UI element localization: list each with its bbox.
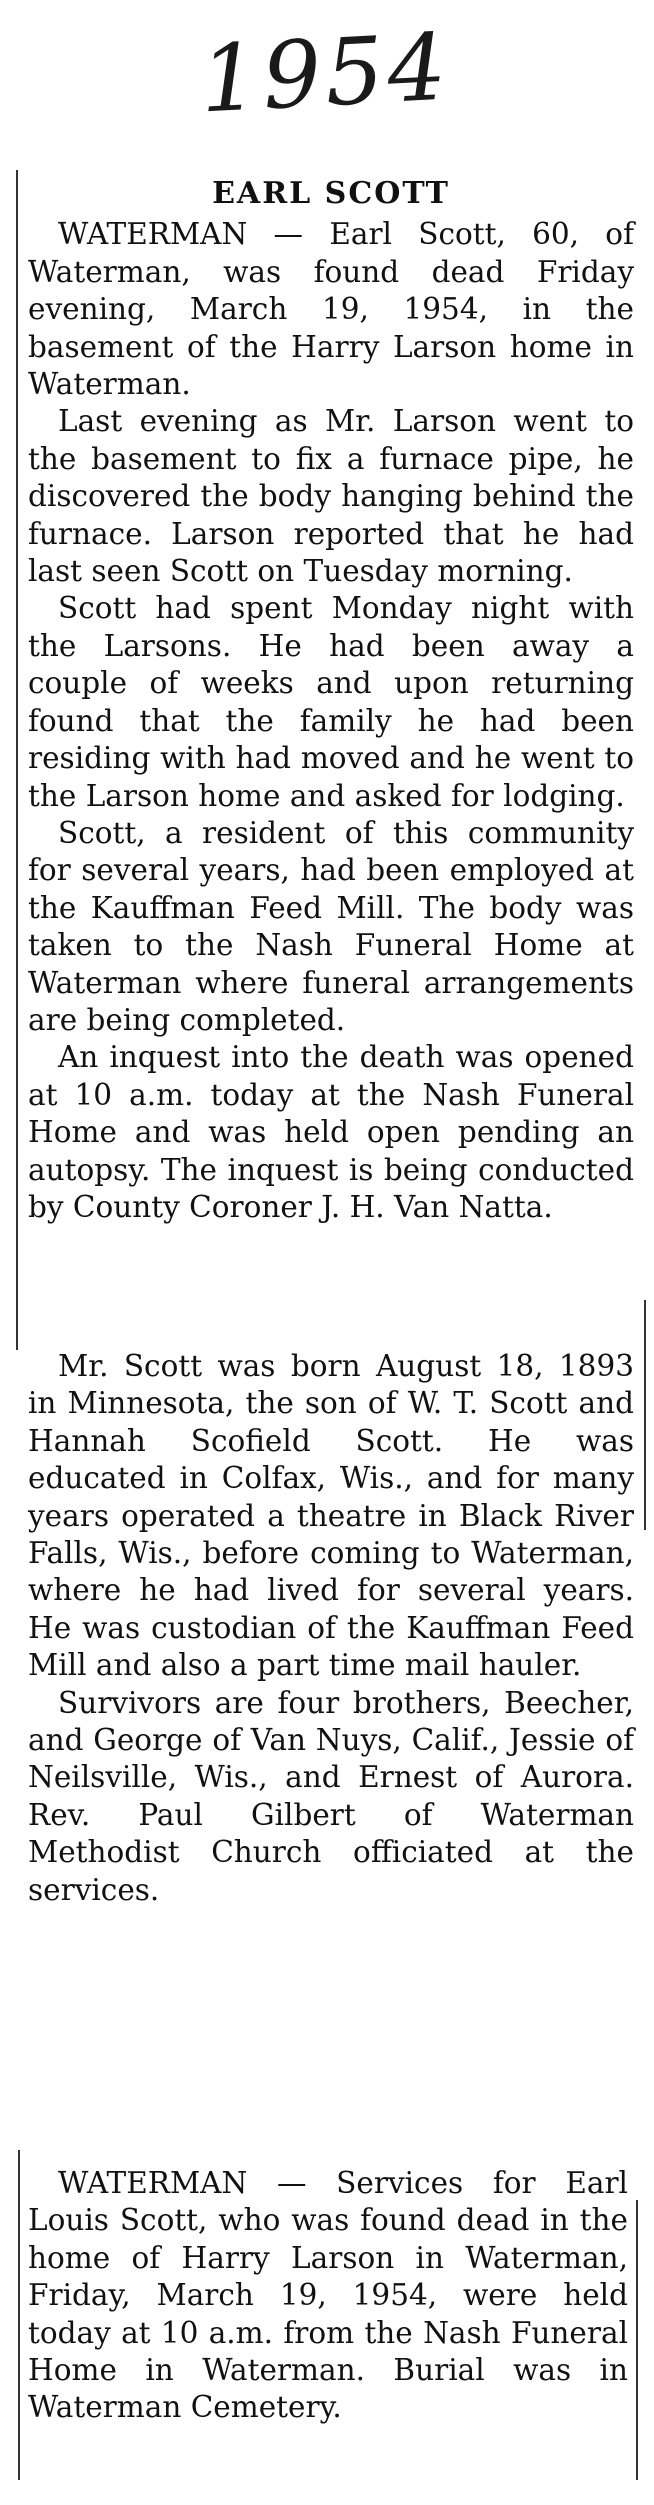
paragraph: Last evening as Mr. Larson went to the basement to fix a furnace pipe, he discovered the body hanging behind the furnace. Larson reported that he had last seen Scott on Tuesday morning. [28, 404, 634, 589]
paragraph: Scott, a resident of this community for several years, had been employed at the Kauffman Feed Mill. The body was taken to the Nash Funeral Home at Waterman where funeral arrangements are being completed. [28, 815, 634, 1037]
paragraph: Scott had spent Monday night with the Larsons. He had been away a couple of weeks and upon returning found that the family he had been residing with had moved and he went to the Larson home and asked for lodging. [28, 591, 634, 813]
handwritten-year: 1954 [197, 13, 453, 134]
paragraph: WATERMAN — Services for Earl Louis Scott, who was found dead in the home of Harry Larson in Waterman, Friday, March 19, 1954, were held today at 10 a.m. from the Nash Funeral Home in Waterman. Burial was in Waterman Cemetery. [28, 2166, 628, 2425]
clipping-edge-left [16, 170, 18, 1350]
obituary-clipping [28, 175, 634, 1226]
paragraph: WATERMAN — Earl Scott, 60, of Waterman, was found dead Friday evening, March 19, 1954, in the basement of the Harry Larson home in Waterman. [28, 217, 634, 402]
paragraph: Mr. Scott was born August 18, 1893 in Minnesota, the son of W. T. Scott and Hannah Scofield Scott. He was educated in Colfax, Wis., and for many years operated a theatre in Black River Falls, Wis., before coming to Waterman, where he had lived for several years. He was custodian of the Kauffman Feed Mill and also a part time mail hauler. [28, 1349, 634, 1683]
obituary-title: EARL SCOTT [212, 176, 450, 211]
clipping-edge-right-lower [636, 2200, 638, 2480]
services-clipping [28, 2165, 628, 2427]
paragraph: Survivors are four brothers, Beecher, and George of Van Nuys, Calif., Jessie of Neilsville, Wis., and Ernest of Aurora. Rev. Paul Gilbert of Waterman Methodist Church officiated at the services. [28, 1685, 634, 1907]
paragraph: An inquest into the death was opened at 10 a.m. today at the Nash Funeral Home and was held open pending an autopsy. The inquest is being conducted by County Coroner J. H. Van Natta. [28, 1040, 634, 1224]
clipping-edge-left-lower [18, 2150, 20, 2480]
biography-clipping [28, 1348, 634, 1909]
clipping-edge-right [644, 1300, 646, 1530]
